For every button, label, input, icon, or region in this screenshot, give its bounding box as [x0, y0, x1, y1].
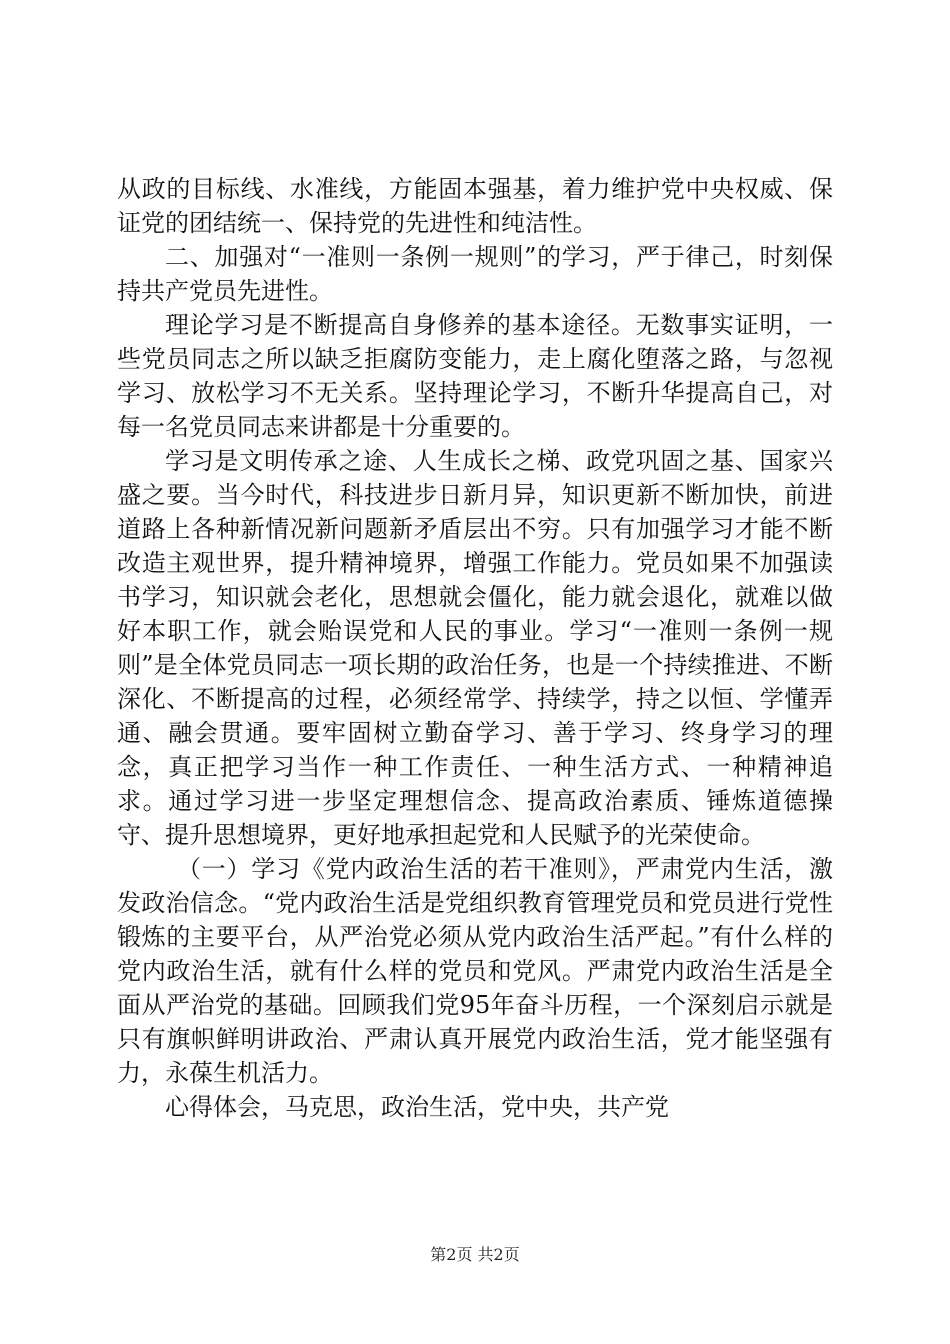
paragraph-theory-study: 理论学习是不断提高自身修养的基本途径。无数事实证明，一些党员同志之所以缺乏拒腐防变能力，走上腐化堕落之路，与忽视学习、放松学习不无关系。坚持理论学习，不断升华提高自己，对每一名党员同志来讲都是十分重要的。: [117, 311, 833, 441]
keywords-line: 心得体会，马克思，政治生活，党中央，共产党: [165, 1093, 669, 1121]
document-body: [117, 172, 833, 1124]
page-footer: 第2页 共2页: [430, 1245, 520, 1264]
paragraph-continuation: 从政的目标线、水准线，方能固本强基，着力维护党中央权威、保证党的团结统一、保持党的先进性和纯洁性。: [117, 175, 833, 237]
paragraph-learning: 学习是文明传承之途、人生成长之梯、政党巩固之基、国家兴盛之要。当今时代，科技进步日新月异，知识更新不断加快，前进道路上各种新情况新问题新矛盾层出不穷。只有加强学习才能不断改造主观世界，提升精神境界，增强工作能力。党员如果不加强读书学习，知识就会老化，思想就会僵化，能力就会退化，就难以做好本职工作，就会贻误党和人民的事业。学习“一准则一条例一规则”是全体党员同志一项长期的政治任务，也是一个持续推进、不断深化、不断提高的过程，必须经常学、持续学，持之以恒、学懂弄通、融会贯通。要牢固树立勤奋学习、善于学习、终身学习的理念，真正把学习当作一种工作责任、一种生活方式、一种精神追求。通过学习进一步坚定理想信念、提高政治素质、锤炼道德操守、提升思想境界，更好地承担起党和人民赋予的光荣使命。: [117, 447, 833, 849]
subsection-heading-one: （一）学习《党内政治生活的若干准则》，严肃党内生活，激发政治信念。“党内政治生活是党组织教育管理党员和党员进行党性锻炼的主要平台，从严治党必须从党内政治生活严起。”有什么样的党内政治生活，就有什么样的党员和党风。严肃党内政治生活是全面从严治党的基础。回顾我们党95年奋斗历程，一个深刻启示就是只有旗帜鲜明讲政治、严肃认真开展党内政治生活，党才能坚强有力，永葆生机活力。: [117, 855, 833, 1087]
section-heading-two: 二、加强对“一准则一条例一规则”的学习，严于律己，时刻保持共产党员先进性。: [117, 243, 833, 305]
